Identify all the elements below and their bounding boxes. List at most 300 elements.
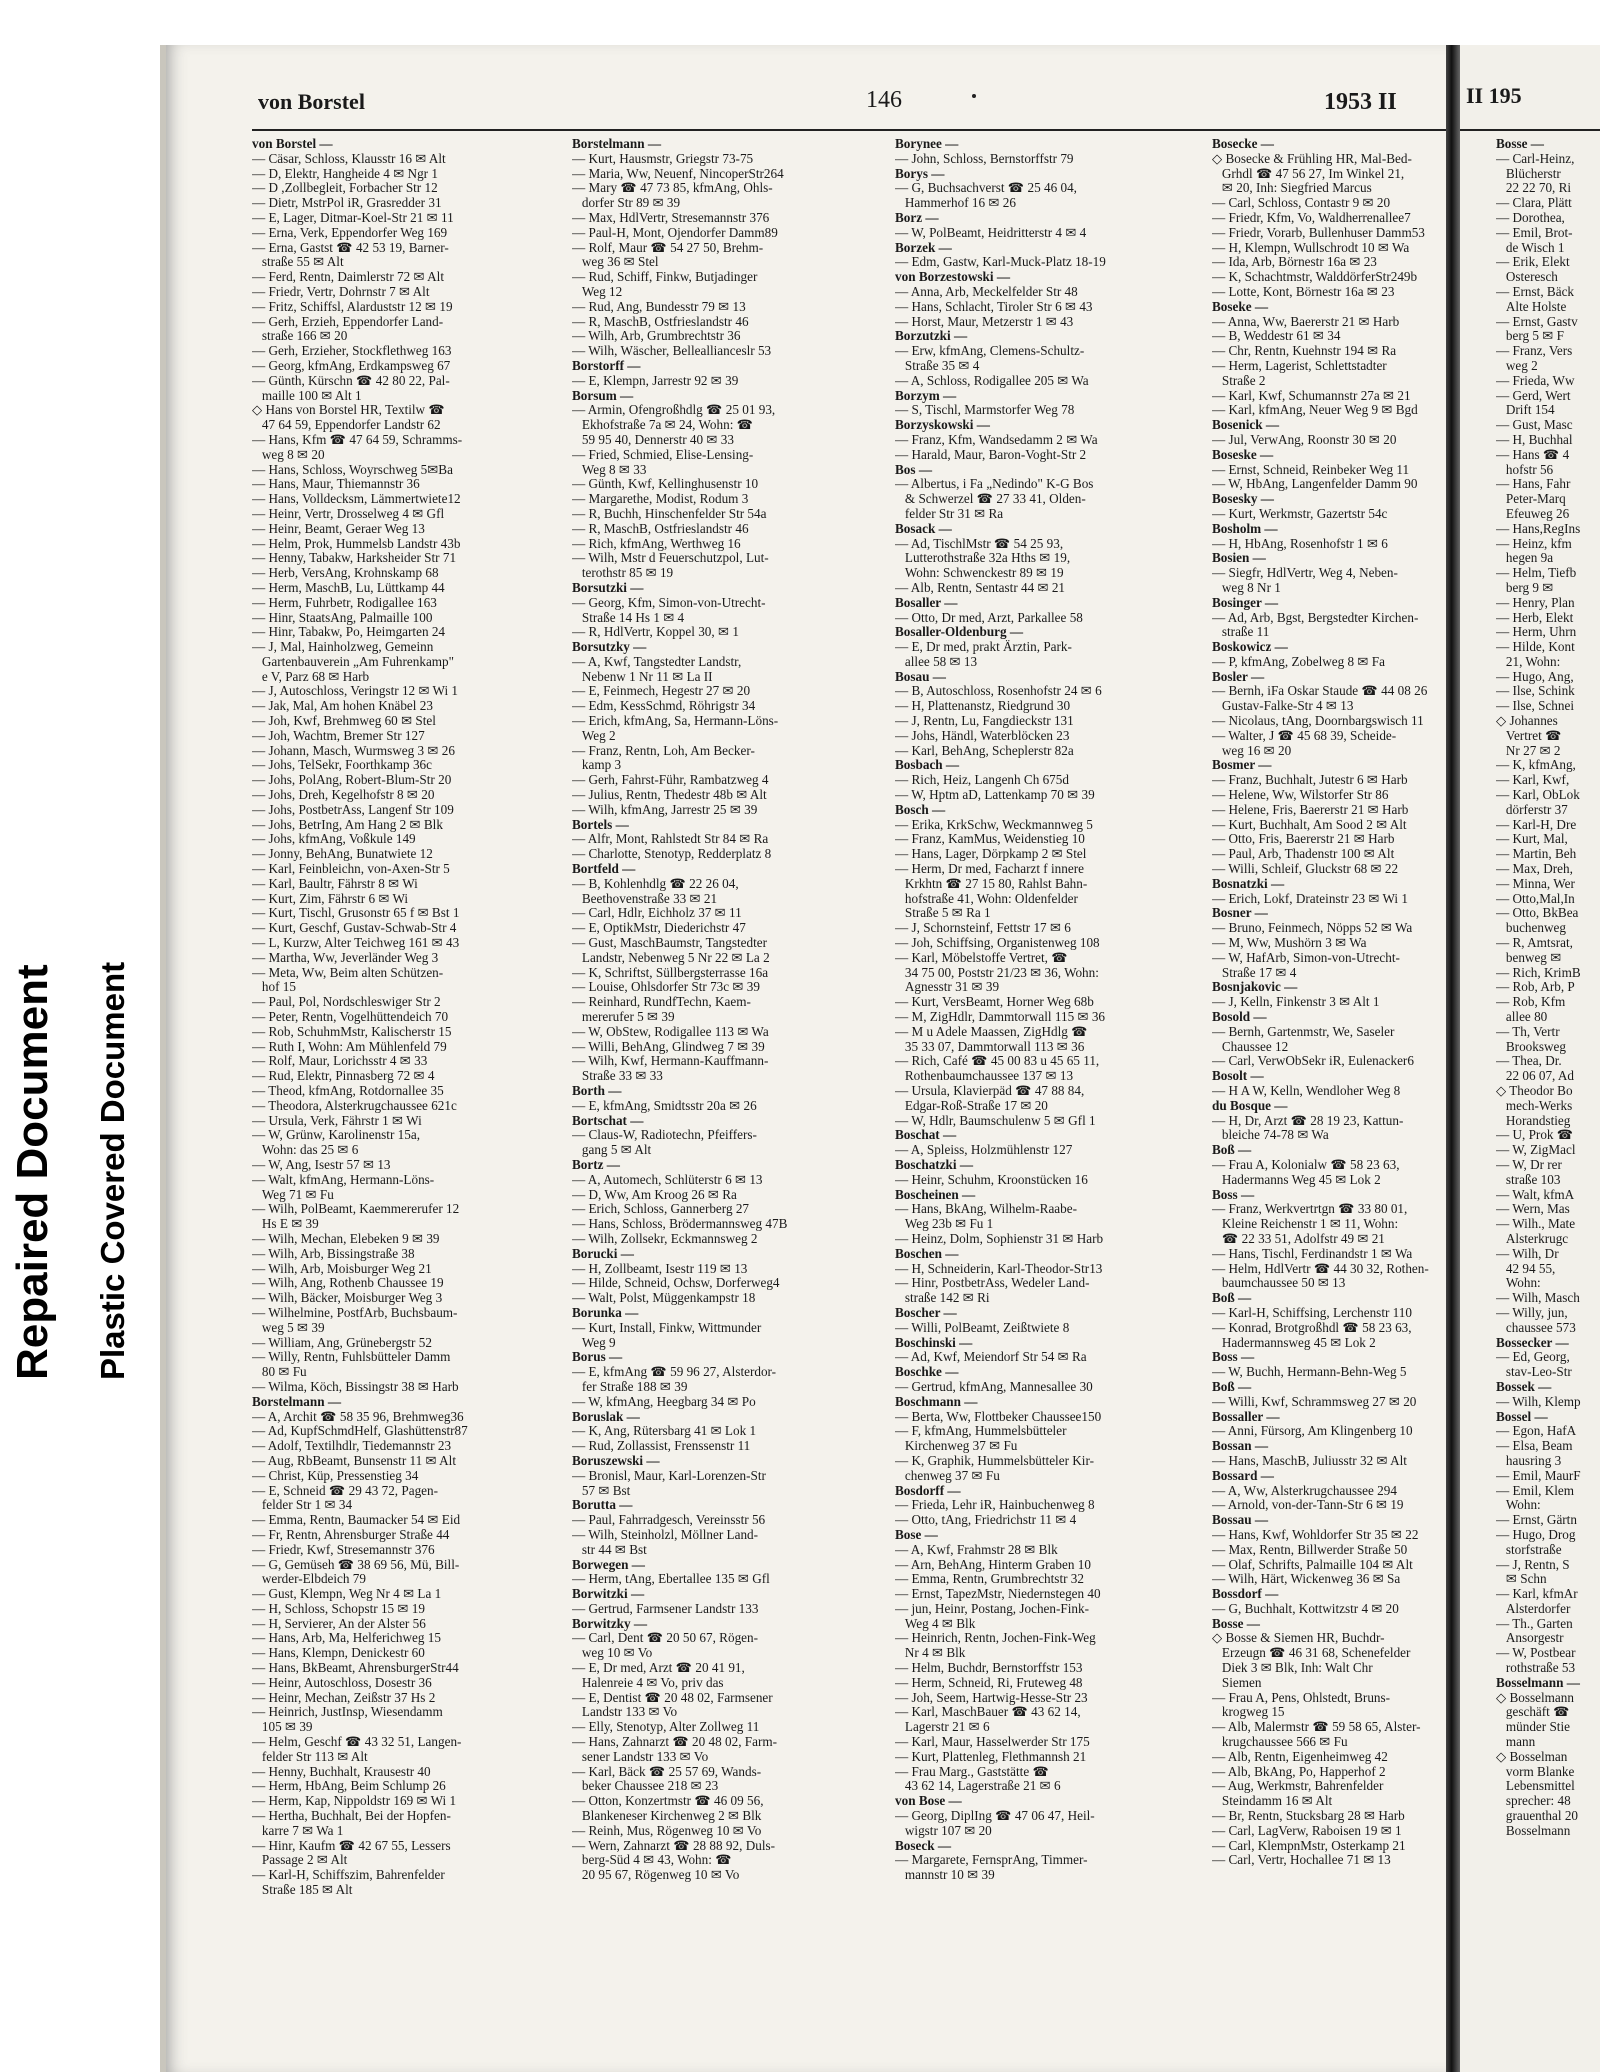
directory-entry: — Alfr, Mont, Rahlstedt Str 84 ✉ Ra xyxy=(572,832,769,847)
directory-entry: — Hans, Klempn, Denickestr 60 xyxy=(252,1646,425,1661)
directory-entry: kamp 3 xyxy=(572,758,622,773)
directory-entry: — H, HbAng, Rosenhofstr 1 ✉ 6 xyxy=(1212,536,1388,551)
directory-entry: fer Straße 188 ✉ 39 xyxy=(572,1379,688,1394)
directory-entry: — H, Dr, Arzt ☎ 28 19 23, Kattun- xyxy=(1212,1113,1404,1128)
directory-entry: geschäft ☎ xyxy=(1496,1705,1570,1720)
page-header xyxy=(246,83,1518,123)
directory-entry: — Erich, kfmAng, Sa, Hermann-Löns- xyxy=(572,714,779,729)
directory-entry: 80 ✉ Fu xyxy=(252,1365,307,1380)
directory-entry: — Karl, kfmAr xyxy=(1496,1587,1578,1602)
directory-entry: — Clara, Plätt xyxy=(1496,196,1572,211)
directory-entry: Blankeneser Kirchenweg 2 ✉ Blk xyxy=(572,1809,762,1824)
directory-entry: — Gerh, Erzieh, Eppendorfer Land- xyxy=(252,314,444,329)
directory-entry: — Gust, Masc xyxy=(1496,418,1573,433)
directory-entry: hof 15 xyxy=(252,980,296,995)
directory-entry: — G, Buchhalt, Kottwitzstr 4 ✉ 20 xyxy=(1212,1601,1399,1616)
directory-entry: — Ilse, Schnei xyxy=(1496,699,1575,714)
directory-entry: — A, Spleiss, Holzmühlenstr 127 xyxy=(895,1143,1073,1158)
directory-entry: — Karl-H, Schiffsing, Lerchenstr 110 xyxy=(1212,1305,1412,1320)
directory-entry: felder Str 31 ✉ Ra xyxy=(895,506,1004,521)
surname-heading: Boschatzki — xyxy=(895,1157,974,1172)
directory-entry: Grhdl ☎ 47 56 27, Im Winkel 21, xyxy=(1212,166,1405,181)
directory-entry: Peter-Marq xyxy=(1496,492,1566,507)
directory-entry: — Dorothea, xyxy=(1496,210,1565,225)
directory-entry: — M, Ww, Mushörn 3 ✉ Wa xyxy=(1212,936,1367,951)
directory-entry: — Ida, Arb, Börnestr 16a ✉ 23 xyxy=(1212,255,1377,270)
directory-entry: — Margarete, FernsprAng, Timmer- xyxy=(895,1853,1088,1868)
directory-entry: — Karl, Maur, Hasselwerder Str 175 xyxy=(895,1735,1090,1750)
directory-entry: Straße 14 Hs 1 ✉ 4 xyxy=(572,610,685,625)
directory-entry: — Ed, Georg, xyxy=(1496,1350,1570,1365)
directory-entry: weg 5 ✉ 39 xyxy=(252,1320,325,1335)
directory-entry: Chaussee 12 xyxy=(1212,1039,1289,1054)
directory-entry: — Martin, Beh xyxy=(1496,847,1577,862)
directory-entry: — Hans ☎ 4 xyxy=(1496,447,1570,462)
directory-entry: — Helene, Ww, Wilstorfer Str 86 xyxy=(1212,788,1389,803)
directory-entry: — Ferd, Rentn, Daimlerstr 72 ✉ Alt xyxy=(252,270,444,285)
directory-entry: Hammerhof 16 ✉ 26 xyxy=(895,196,1016,211)
directory-entry: — Wilh, Steinholzl, Möllner Land- xyxy=(572,1527,759,1542)
surname-heading: Boss — xyxy=(1212,1187,1255,1202)
directory-entry: — Mary ☎ 47 73 85, kfmAng, Ohls- xyxy=(572,181,773,196)
directory-entry: — Wilh, Mstr d Feuerschutzpol, Lut- xyxy=(572,551,769,566)
directory-entry: Hs E ✉ 39 xyxy=(252,1217,319,1232)
directory-entry: — Rich, KrimB xyxy=(1496,965,1581,980)
surname-heading: Boschke — xyxy=(895,1365,959,1380)
directory-entry: — Kurt, Plattenleg, Flethmannsh 21 xyxy=(895,1749,1087,1764)
running-head-right: 1953 II xyxy=(1324,89,1397,115)
directory-entry: — Kurt, VersBeamt, Horner Weg 68b xyxy=(895,995,1094,1010)
directory-entry: — Friedr, Kwf, Stresemannstr 376 xyxy=(252,1542,435,1557)
directory-entry: — Gust, Klempn, Weg Nr 4 ✉ La 1 xyxy=(252,1587,442,1602)
directory-entry: rothstraße 53 xyxy=(1496,1661,1576,1676)
directory-entry: — Gust, MaschBaumstr, Tangstedter xyxy=(572,936,767,951)
directory-entry: — Hans, Kfm ☎ 47 64 59, Schramms- xyxy=(252,432,463,447)
directory-entry: 59 95 40, Dennerstr 40 ✉ 33 xyxy=(572,432,734,447)
directory-entry: — Georg, Kfm, Simon-von-Utrecht- xyxy=(572,595,766,610)
directory-entry: dörferstr 37 xyxy=(1496,802,1568,817)
directory-entry: — Kurt, Install, Finkw, Wittmunder xyxy=(572,1320,762,1335)
directory-entry: — Ad, KupfSchmdHelf, Glashüttenstr87 xyxy=(252,1424,468,1439)
directory-entry: — Frieda, Lehr iR, Hainbuchenweg 8 xyxy=(895,1498,1095,1513)
directory-entry: — Emil, MaurF xyxy=(1496,1468,1581,1483)
directory-entry: — R, MaschB, Ostfrieslandstr 46 xyxy=(572,521,749,536)
directory-entry: — Ernst, TapezMstr, Niedernstegen 40 xyxy=(895,1587,1101,1602)
directory-entry: sprecher: 48 xyxy=(1496,1794,1571,1809)
directory-entry: — Henry, Plan xyxy=(1496,595,1575,610)
directory-entry: Kirchenweg 37 ✉ Fu xyxy=(895,1439,1018,1454)
directory-entry: — Heinr, Beamt, Geraer Weg 13 xyxy=(252,521,425,536)
directory-entry: — Georg, kfmAng, Erdkampsweg 67 xyxy=(252,358,451,373)
directory-entry: — Herb, Elekt xyxy=(1496,610,1574,625)
directory-entry: — Wilh, Bäcker, Moisburger Weg 3 xyxy=(252,1291,443,1306)
surname-heading: Bosolt — xyxy=(1212,1069,1264,1084)
directory-entry: — Franz, Rentn, Loh, Am Becker- xyxy=(572,743,755,758)
directory-entry: — Aug, RbBeamt, Bunsenstr 11 ✉ Alt xyxy=(252,1453,456,1468)
directory-entry: — Heinz, Dolm, Sophienstr 31 ✉ Harb xyxy=(895,1231,1104,1246)
directory-entry: — Adolf, Textilhdlr, Tiedemannstr 23 xyxy=(252,1439,452,1454)
directory-entry: — Fried, Schmied, Elise-Lensing- xyxy=(572,447,754,462)
surname-heading: Bortels — xyxy=(572,817,629,832)
directory-entry: — Heinr, Mechan, Zeißstr 37 Hs 2 xyxy=(252,1690,436,1705)
directory-entry: allee 80 xyxy=(1496,1010,1548,1025)
directory-entry: Landstr, Nebenweg 5 Nr 22 ✉ La 2 xyxy=(572,950,770,965)
directory-entry: — Emma, Rentn, Grumbrechtstr 32 xyxy=(895,1572,1084,1587)
directory-entry: Agnesstr 31 ✉ 39 xyxy=(895,980,1000,995)
directory-entry: — Herm, Uhrn xyxy=(1496,625,1577,640)
directory-entry: — Franz, Buchhalt, Jutestr 6 ✉ Harb xyxy=(1212,773,1408,788)
surname-heading: Bosholm — xyxy=(1212,521,1278,536)
surname-heading: Bosinger — xyxy=(1212,595,1279,610)
header-rule xyxy=(252,129,1518,131)
directory-entry: — Bernh, Gartenmstr, We, Saseler xyxy=(1212,1024,1395,1039)
directory-entry: — Günth, Kürschn ☎ 42 80 22, Pal- xyxy=(252,373,450,388)
directory-entry: — Martha, Ww, Jeverländer Weg 3 xyxy=(252,950,439,965)
directory-entry: Nebenw 1 Nr 11 ✉ La II xyxy=(572,669,713,684)
facing-column xyxy=(1496,137,1600,1967)
directory-entry: — Th., Garten xyxy=(1496,1616,1573,1631)
directory-entry: — Cäsar, Schloss, Klausstr 16 ✉ Alt xyxy=(252,151,446,166)
directory-entry: — Wilh, Arb, Bissingstraße 38 xyxy=(252,1246,415,1261)
directory-entry: — Hugo, Ang, xyxy=(1496,669,1574,684)
directory-entry: — W, HbAng, Langenfelder Damm 90 xyxy=(1212,477,1418,492)
directory-entry: — Ernst, Bäck xyxy=(1496,284,1575,299)
directory-entry: Weg 9 xyxy=(572,1335,616,1350)
directory-entry: — Kurt, Hausmstr, Griegstr 73-75 xyxy=(572,151,754,166)
surname-heading: Borys — xyxy=(895,166,945,181)
directory-entry: — Chr, Rentn, Kuehnstr 194 ✉ Ra xyxy=(1212,344,1397,359)
directory-entry: — Dietr, MstrPol iR, Grasredder 31 xyxy=(252,196,442,211)
directory-entry: Beethovenstraße 33 ✉ 21 xyxy=(572,891,718,906)
directory-entry: Wohn: das 25 ✉ 6 xyxy=(252,1143,359,1158)
directory-entry: ◇ Theodor Bo xyxy=(1496,1084,1573,1098)
directory-entry: — Wilh, Härt, Wickenweg 36 ✉ Sa xyxy=(1212,1572,1401,1587)
facing-header-rule xyxy=(1460,129,1600,131)
directory-entry: — W, Dr rer xyxy=(1496,1157,1562,1172)
directory-entry: weg 8 Nr 1 xyxy=(1212,580,1281,595)
surname-heading: Bosch — xyxy=(895,802,946,817)
directory-entry: — Hans, Lager, Dörpkamp 2 ✉ Stel xyxy=(895,847,1087,862)
directory-entry: — Aug, Werkmstr, Bahrenfelder xyxy=(1212,1779,1384,1794)
directory-entry: Bosselmann xyxy=(1496,1823,1571,1838)
directory-entry: — Hinr, Tabakw, Po, Heimgarten 24 xyxy=(252,625,446,640)
directory-entry: Wohn: xyxy=(1496,1276,1541,1291)
directory-entry: de Wisch 1 xyxy=(1496,240,1565,255)
directory-entry: — Wilh, Wäscher, Belleallianceslr 53 xyxy=(572,344,772,359)
directory-entry: — B, Kohlenhdlg ☎ 22 26 04, xyxy=(572,876,739,891)
directory-entry: — Otto, BkBea xyxy=(1496,906,1579,921)
directory-entry: — Heinr, Vertr, Drosselweg 4 ✉ Gfl xyxy=(252,506,445,521)
directory-entry: — Ad, Kwf, Meiendorf Str 54 ✉ Ra xyxy=(895,1350,1087,1365)
directory-entry: — Franz, Vers xyxy=(1496,344,1573,359)
directory-entry: chaussee 573 xyxy=(1496,1320,1576,1335)
directory-entry: — Hans, BkBeamt, AhrensburgerStr44 xyxy=(252,1661,459,1676)
directory-entry: — Wilh, Zollsekr, Eckmannsweg 2 xyxy=(572,1231,758,1246)
directory-entry: — Georg, DiplIng ☎ 47 06 47, Heil- xyxy=(895,1809,1095,1824)
directory-entry: — Willi, PolBeamt, Zeißtwiete 8 xyxy=(895,1320,1070,1335)
directory-entry: — Ruth I, Wohn: Am Mühlenfeld 79 xyxy=(252,1039,447,1054)
directory-entry: — Kurt, Tischl, Grusonstr 65 f ✉ Bst 1 xyxy=(252,906,460,921)
directory-entry: — W, Buchh, Hermann-Behn-Weg 5 xyxy=(1212,1365,1407,1380)
directory-entry: — Reinhard, RundfTechn, Kaem- xyxy=(572,995,751,1010)
directory-entry: Weg 8 ✉ 33 xyxy=(572,462,647,477)
surname-heading: Boß — xyxy=(1212,1291,1252,1306)
running-head-left: von Borstel xyxy=(258,89,365,114)
surname-heading: Bosdorff — xyxy=(895,1483,961,1498)
directory-entry: — Erna, Gastst ☎ 42 53 19, Barner- xyxy=(252,240,449,255)
directory-entry: — Max, HdlVertr, Stresemannstr 376 xyxy=(572,210,770,225)
directory-entry: — Ursula, Klavierpäd ☎ 47 88 84, xyxy=(895,1084,1085,1098)
directory-entry: — D, Elektr, Hangheide 4 ✉ Ngr 1 xyxy=(252,166,438,181)
directory-entry: — Julius, Rentn, Thedestr 48b ✉ Alt xyxy=(572,788,767,803)
surname-heading: Bosien — xyxy=(1212,551,1266,566)
directory-entry: Diek 3 ✉ Blk, Inh: Walt Chr xyxy=(1212,1661,1373,1676)
directory-entry: — Bernh, iFa Oskar Staude ☎ 44 08 26 xyxy=(1212,684,1428,699)
directory-entry: Nr 4 ✉ Blk xyxy=(895,1646,966,1661)
directory-entry: — Wilh, Mechan, Elebeken 9 ✉ 39 xyxy=(252,1231,440,1246)
directory-entry: dorfer Str 89 ✉ 39 xyxy=(572,196,681,211)
directory-entry: — Fritz, Schiffsl, Alarduststr 12 ✉ 19 xyxy=(252,299,453,314)
side-label-repaired: Repaired Document xyxy=(8,964,57,1380)
directory-entry: — Jonny, BehAng, Bunatwiete 12 xyxy=(252,847,433,862)
directory-entry: — Joh, Kwf, Brehmweg 60 ✉ Stel xyxy=(252,714,436,729)
directory-entry: Blücherstr xyxy=(1496,166,1561,181)
directory-entry: — Rich, Café ☎ 45 00 83 u 45 65 11, xyxy=(895,1054,1100,1069)
directory-entry: — Edm, KessSchmd, Röhrigstr 34 xyxy=(572,699,756,714)
directory-entry: 105 ✉ 39 xyxy=(252,1720,313,1735)
directory-entry: — W, ObStew, Rodigallee 113 ✉ Wa xyxy=(572,1024,769,1039)
surname-heading: Bosenick — xyxy=(1212,418,1280,433)
directory-entry: storfstraße xyxy=(1496,1542,1562,1557)
directory-entry: — Theodora, Alsterkrugchaussee 621c xyxy=(252,1098,457,1113)
directory-entry: — Rud, Zollassist, Frenssenstr 11 xyxy=(572,1439,751,1454)
directory-entry: — Wern, Mas xyxy=(1496,1202,1570,1217)
directory-entry: — Karl, BehAng, Scheplerstr 82a xyxy=(895,743,1074,758)
directory-entry: — Armin, Ofengroßhdlg ☎ 25 01 93, xyxy=(572,403,776,418)
directory-entry: — Alb, Rentn, Sentastr 44 ✉ 21 xyxy=(895,580,1066,595)
surname-heading: Boseck — xyxy=(895,1838,952,1853)
surname-heading: Bosler — xyxy=(1212,669,1265,684)
directory-entry: gang 5 ✉ Alt xyxy=(572,1143,652,1158)
directory-entry: — Paul, Pol, Nordschleswiger Str 2 xyxy=(252,995,441,1010)
surname-heading: Bortz — xyxy=(572,1157,620,1172)
directory-entry: — W, Grünw, Karolinenstr 15a, xyxy=(252,1128,420,1143)
column-2 xyxy=(572,137,858,1967)
facing-page xyxy=(1460,45,1600,2072)
surname-heading: Borzutzki — xyxy=(895,329,968,344)
directory-entry: — M, ZigHdlr, Dammtorwall 115 ✉ 36 xyxy=(895,1010,1106,1025)
directory-entry: 34 75 00, Poststr 21/23 ✉ 36, Wohn: xyxy=(895,965,1099,980)
directory-entry: — Willi, Kwf, Schrammsweg 27 ✉ 20 xyxy=(1212,1394,1417,1409)
directory-entry: benweg ✉ xyxy=(1496,950,1562,965)
directory-entry: weg 36 ✉ Stel xyxy=(572,255,659,270)
surname-heading: Bossaller — xyxy=(1212,1409,1280,1424)
directory-entry: 21, Wohn: xyxy=(1496,654,1561,669)
directory-entry: — Joh, Seem, Hartwig-Hesse-Str 23 xyxy=(895,1690,1088,1705)
surname-heading: Bossek — xyxy=(1496,1379,1552,1394)
directory-entry: — Wilhelmine, PostfArb, Buchsbaum- xyxy=(252,1305,458,1320)
directory-entry: — Herm, tAng, Ebertallee 135 ✉ Gfl xyxy=(572,1572,770,1587)
directory-entry: Vertret ☎ xyxy=(1496,728,1562,743)
directory-entry: — William, Ang, Grünebergstr 52 xyxy=(252,1335,432,1350)
directory-entry: — Carl-Heinz, xyxy=(1496,151,1575,166)
directory-entry: — Konrad, Brotgroßhdl ☎ 58 23 63, xyxy=(1212,1320,1412,1335)
directory-entry: maille 100 ✉ Alt 1 xyxy=(252,388,362,403)
directory-entry: Efeuweg 26 xyxy=(1496,506,1570,521)
surname-heading: Boskowicz — xyxy=(1212,640,1288,655)
directory-entry: — A, Kwf, Frahmstr 28 ✉ Blk xyxy=(895,1542,1058,1557)
directory-entry: 22 22 70, Ri xyxy=(1496,181,1572,196)
surname-heading: Borynee — xyxy=(895,137,959,151)
directory-entry: — Helene, Fris, Baererstr 21 ✉ Harb xyxy=(1212,802,1409,817)
directory-entry: — Margarethe, Modist, Rodum 3 xyxy=(572,492,749,507)
directory-entry: — Rud, Schiff, Finkw, Butjadinger xyxy=(572,270,758,285)
surname-heading: Borsum — xyxy=(572,388,634,403)
directory-entry: Halenreie 4 ✉ Vo, priv das xyxy=(572,1675,724,1690)
directory-entry: — B, Autoschloss, Rosenhofstr 24 ✉ 6 xyxy=(895,684,1102,699)
directory-entry: — Johs, PolAng, Robert-Blum-Str 20 xyxy=(252,773,452,788)
directory-entry: ◇ Bosse & Siemen HR, Buchdr- xyxy=(1212,1631,1385,1646)
directory-entry: — Carl, VerwObSekr iR, Eulenacker6 xyxy=(1212,1054,1414,1069)
directory-entry: — Franz, Kfm, Wandsedamm 2 ✉ Wa xyxy=(895,432,1098,447)
directory-entry: — Otto,Mal,In xyxy=(1496,891,1575,906)
surname-heading: Borwitzki — xyxy=(572,1587,645,1602)
directory-entry: beker Chaussee 218 ✉ 23 xyxy=(572,1779,719,1794)
directory-entry: — Kurt, Geschf, Gustav-Schwab-Str 4 xyxy=(252,921,457,936)
directory-entry: — Ursula, Verk, Fährstr 1 ✉ Wi xyxy=(252,1113,422,1128)
directory-entry: — G, Gemüseh ☎ 38 69 56, Mü, Bill- xyxy=(252,1557,460,1572)
directory-entry: — Kurt, Buchhalt, Am Sood 2 ✉ Alt xyxy=(1212,817,1407,832)
directory-entry: — Erich, Lokf, Drateinstr 23 ✉ Wi 1 xyxy=(1212,891,1408,906)
directory-entry: — Max, Dreh, xyxy=(1496,862,1573,877)
directory-columns xyxy=(252,137,1518,1967)
directory-entry: — Karl, Feinbleichn, von-Axen-Str 5 xyxy=(252,862,450,877)
directory-entry: — H, Schloss, Schopstr 15 ✉ 19 xyxy=(252,1601,425,1616)
surname-heading: Bosaller — xyxy=(895,595,958,610)
surname-heading: Bosold — xyxy=(1212,1010,1267,1025)
directory-entry: — Hinr, PostbetrAss, Wedeler Land- xyxy=(895,1276,1090,1291)
directory-entry: Weg 2 xyxy=(572,728,616,743)
directory-entry: 42 94 55, xyxy=(1496,1261,1556,1276)
surname-heading: Bosnjakovic — xyxy=(1212,980,1298,995)
directory-entry: — Charlotte, Stenotyp, Redderplatz 8 xyxy=(572,847,772,862)
directory-entry: ◇ Bosselmann xyxy=(1496,1690,1574,1705)
directory-entry: — Gerd, Wert xyxy=(1496,388,1571,403)
directory-entry: str 44 ✉ Bst xyxy=(572,1542,647,1557)
directory-entry: mech-Werks xyxy=(1496,1098,1573,1113)
directory-entry: — Olaf, Schrifts, Palmaille 104 ✉ Alt xyxy=(1212,1557,1413,1572)
directory-entry: — Heinrich, JustInsp, Wiesendamm xyxy=(252,1705,443,1720)
surname-heading: Bossard — xyxy=(1212,1468,1274,1483)
directory-entry: — B, Weddestr 61 ✉ 34 xyxy=(1212,329,1341,344)
directory-entry: — E, Dr med, Arzt ☎ 20 41 91, xyxy=(572,1661,745,1676)
directory-entry: mannstr 10 ✉ 39 xyxy=(895,1868,995,1883)
column-3 xyxy=(895,137,1181,1967)
surname-heading: Borus — xyxy=(572,1350,623,1365)
directory-entry: berg 9 ✉ xyxy=(1496,580,1554,595)
directory-entry: Edgar-Roß-Straße 17 ✉ 20 xyxy=(895,1098,1048,1113)
surname-heading: Bosnatzki — xyxy=(1212,876,1285,891)
directory-entry: — Karl-H, Dre xyxy=(1496,817,1577,832)
directory-entry: — E, Dentist ☎ 20 48 02, Farmsener xyxy=(572,1690,773,1705)
directory-entry: bleiche 74-78 ✉ Wa xyxy=(1212,1128,1329,1143)
directory-entry: — Willy, Rentn, Fuhlsbütteler Damm xyxy=(252,1350,451,1365)
surname-heading: Borutta — xyxy=(572,1498,633,1513)
directory-entry: — Gertrud, kfmAng, Mannesallee 30 xyxy=(895,1379,1093,1394)
directory-entry: — K, Schachtmstr, WalddörferStr249b xyxy=(1212,270,1418,285)
directory-entry: — Nicolaus, tAng, Doornbargswisch 11 xyxy=(1212,714,1424,729)
surname-heading: von Borstel — xyxy=(252,137,333,151)
surname-heading: Bosesky — xyxy=(1212,492,1274,507)
directory-entry: straße 103 xyxy=(1496,1172,1561,1187)
directory-entry: — Joh, Wachtm, Bremer Str 127 xyxy=(252,728,425,743)
directory-entry: — Rich, kfmAng, Werthweg 16 xyxy=(572,536,741,551)
surname-heading: Borz — xyxy=(895,210,939,225)
directory-entry: — Johs, Dreh, Kegelhofstr 8 ✉ 20 xyxy=(252,788,435,803)
directory-entry: — John, Schloss, Bernstorffstr 79 xyxy=(895,151,1074,166)
directory-entry: — R, HdlVertr, Koppel 30, ✉ 1 xyxy=(572,625,739,640)
directory-entry: — E, Klempn, Jarrestr 92 ✉ 39 xyxy=(572,373,739,388)
directory-entry: — Walt, Polst, Müggenkampstr 18 xyxy=(572,1291,756,1306)
directory-entry: — Karl, Möbelstoffe Vertret, ☎ xyxy=(895,950,1068,965)
directory-entry: — Jul, VerwAng, Roonstr 30 ✉ 20 xyxy=(1212,432,1397,447)
directory-entry: Lebensmittel xyxy=(1496,1779,1575,1794)
directory-entry: hausring 3 xyxy=(1496,1453,1562,1468)
directory-entry: — Henny, Buchhalt, Krausestr 40 xyxy=(252,1764,431,1779)
directory-entry: — Hans, Volldecksm, Lämmertwiete12 xyxy=(252,492,461,507)
directory-entry: — Herm, Fuhrbetr, Rodigallee 163 xyxy=(252,595,437,610)
directory-entry: — Carl, LagVerw, Raboisen 19 ✉ 1 xyxy=(1212,1823,1402,1838)
surname-heading: Boschinski — xyxy=(895,1335,973,1350)
directory-entry: — Erik, Elekt xyxy=(1496,255,1570,270)
directory-entry: — Bronisl, Maur, Karl-Lorenzen-Str xyxy=(572,1468,766,1483)
directory-entry: — S, Tischl, Marmstorfer Weg 78 xyxy=(895,403,1075,418)
directory-entry: Alsterkrugc xyxy=(1496,1231,1569,1246)
directory-entry: — Karl, Kwf, Schumannstr 27a ✉ 21 xyxy=(1212,388,1411,403)
directory-entry: — K, Schriftst, Süllbergsterrasse 16a xyxy=(572,965,769,980)
directory-entry: — W, Hdlr, Baumschulenw 5 ✉ Gfl 1 xyxy=(895,1113,1096,1128)
surname-heading: Bosack — xyxy=(895,521,952,536)
directory-entry: — Herm, Kap, Nippoldstr 169 ✉ Wi 1 xyxy=(252,1794,457,1809)
directory-entry: — Wilh, Masch xyxy=(1496,1291,1580,1306)
directory-entry: Straße 185 ✉ Alt xyxy=(252,1883,353,1898)
surname-heading: Bosse — xyxy=(1496,137,1544,151)
directory-entry: — P, kfmAng, Zobelweg 8 ✉ Fa xyxy=(1212,654,1385,669)
directory-entry: berg 5 ✉ F xyxy=(1496,329,1564,344)
directory-entry: Drift 154 xyxy=(1496,403,1555,418)
directory-entry: — Emil, Klem xyxy=(1496,1483,1575,1498)
directory-entry: — Hans, BkAng, Wilhelm-Raabe- xyxy=(895,1202,1077,1217)
directory-entry: — H, Klempn, Wullschrodt 10 ✉ Wa xyxy=(1212,240,1410,255)
directory-entry: werder-Elbdeich 79 xyxy=(252,1572,366,1587)
surname-heading: Bossdorf — xyxy=(1212,1587,1279,1602)
surname-heading: Boseske — xyxy=(1212,447,1274,462)
directory-entry: allee 58 ✉ 13 xyxy=(895,654,978,669)
surname-heading: Boß — xyxy=(1212,1379,1252,1394)
directory-entry: — Erich, Schloss, Gannerberg 27 xyxy=(572,1202,750,1217)
directory-entry: — Karl, Kwf, xyxy=(1496,773,1570,788)
directory-entry: — Hinr, Kaufm ☎ 42 67 55, Lessers xyxy=(252,1838,451,1853)
column-1 xyxy=(252,137,538,1967)
directory-entry: hofstraße 41, Wohn: Oldenfelder xyxy=(895,891,1078,906)
directory-entry: — Helm, Buchdr, Bernstorffstr 153 xyxy=(895,1661,1083,1676)
directory-entry: — Ernst, Gärtn xyxy=(1496,1513,1577,1528)
directory-entry: — Rob, Kfm xyxy=(1496,995,1566,1010)
directory-entry: — Kurt, Werkmstr, Gazertstr 54c xyxy=(1212,506,1388,521)
surname-heading: Boss — xyxy=(1212,1350,1255,1365)
surname-heading: Borth — xyxy=(572,1084,622,1098)
surname-heading: Bortfeld — xyxy=(572,862,636,877)
